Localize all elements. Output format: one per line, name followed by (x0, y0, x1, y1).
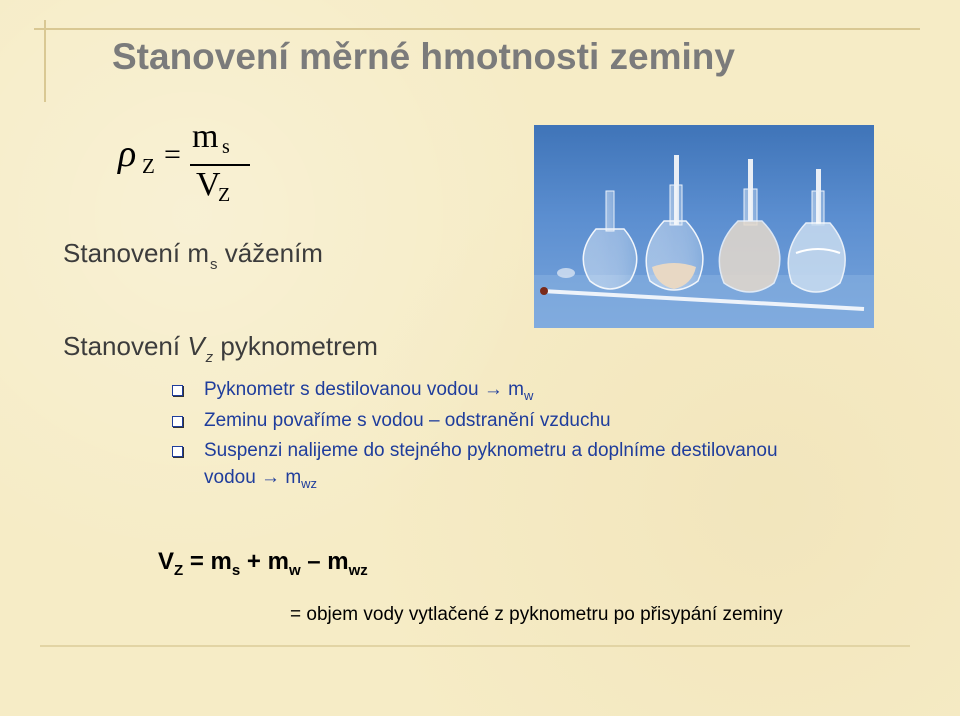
list-item: Pyknometr s destilovanou vodou → $m_w$ (172, 376, 812, 404)
checkbox-bullet-icon (172, 385, 183, 396)
denominator: V (196, 166, 221, 203)
pycnometer-flasks-illustration (534, 125, 874, 328)
density-formula (118, 118, 258, 208)
decorative-vertical-line (44, 20, 46, 102)
pycnometer-photo (534, 125, 874, 328)
list-item: Zeminu povaříme s vodou – odstranění vzduchu (172, 407, 812, 434)
decorative-horizontal-line (34, 28, 920, 30)
equation-explanation: = objem vody vytlačené z pyknometru po přisypání zeminy (290, 604, 783, 625)
slide-title: Stanovení měrné hmotnosti zeminy (112, 36, 735, 77)
decorative-bottom-line (40, 645, 910, 647)
rho-subscript: Z (142, 154, 155, 178)
volume-determination-line: Stanovení $V_z$ pyknometrem (63, 331, 378, 366)
procedure-list (172, 376, 812, 495)
numerator-subscript: s (222, 136, 230, 158)
list-item: Suspenzi nalijeme do stejného pyknometru a doplníme destilovanou vodou → $m_{wz}$ (172, 437, 812, 492)
numerator: m (192, 118, 219, 155)
checkbox-bullet-icon (172, 446, 183, 457)
checkbox-bullet-icon (172, 416, 183, 427)
rho-symbol: ρ (118, 133, 137, 175)
denominator-subscript: Z (218, 184, 231, 206)
volume-equation: $V_Z = m_s + m_w - m_{wz}$ (158, 548, 368, 579)
mass-determination-line: Stanovení $m_s$ vážením (63, 238, 323, 273)
equals-sign: = (164, 138, 181, 171)
